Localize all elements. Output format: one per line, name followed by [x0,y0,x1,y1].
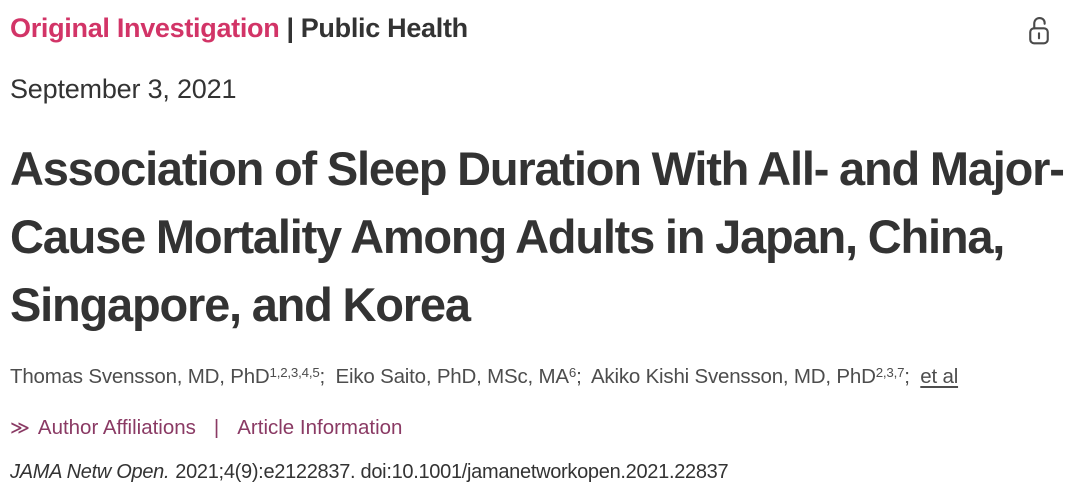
author-name: Thomas Svensson, MD, PhD [10,365,270,388]
author-affiliation-superscript: 2,3,7 [875,365,905,381]
article-title: Association of Sleep Duration With All- and Major-Cause Mortality Among Adults in Japan, China, Singapore, and Korea [10,142,1064,331]
journal-name: JAMA Netw Open. [10,461,170,483]
author-affiliation-superscript: 1,2,3,4,5 [269,365,320,381]
author-separator: ; [904,365,910,388]
authors-line [10,365,1068,389]
article-topic-link[interactable]: Public Health [300,13,468,43]
author-name: Akiko Kishi Svensson, MD, PhD [590,365,876,388]
author-name: Eiko Saito, PhD, MSc, MA [335,365,569,388]
meta-links-separator: | [213,416,220,439]
author-separator: ; [319,365,326,388]
author-separator: ; [576,365,582,388]
citation-doi-text: 2021;4(9):e2122837. doi:10.1001/jamanetworkopen.2021.22837 [175,461,729,483]
publication-date: September 3, 2021 [10,74,237,104]
double-chevron-icon: ≫ [10,417,28,439]
author-affiliations-link[interactable]: Author Affiliations [37,416,196,439]
eyebrow-separator: | [286,13,294,43]
article-category-link[interactable]: Original Investigation [10,13,280,43]
meta-links-row [10,416,1068,440]
et-al-link[interactable]: et al [920,365,959,388]
eyebrow-row [10,12,1068,52]
citation-line [10,461,1068,484]
author-affiliation-superscript: 6 [568,365,577,381]
article-information-link[interactable]: Article Information [237,416,403,439]
open-access-unlock-icon [1024,12,1054,52]
article-type-line [10,12,468,44]
